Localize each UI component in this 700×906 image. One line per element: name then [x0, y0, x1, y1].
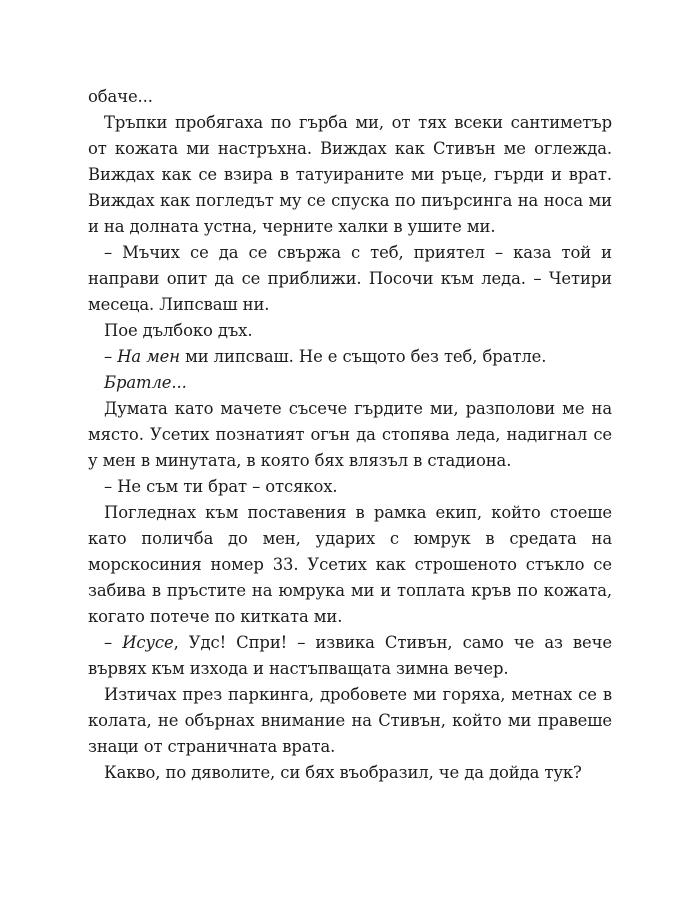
text-run: –	[104, 633, 123, 652]
text-run: Изтичах през паркинга, дробовете ми горяха, метнах се в колата, не обърнах внимание на Стивън, който ми правеше знаци от страничната врата.	[88, 685, 612, 756]
book-page	[88, 84, 612, 786]
paragraph-1	[88, 84, 612, 110]
italic-run: На мен	[117, 347, 180, 366]
paragraph-9	[88, 500, 612, 630]
text-run: Тръпки пробягаха по гърба ми, от тях всеки сантиметър от кожата ми настръхна. Виждах как Стивън ме оглежда. Виждах как се взира в татуираните ми ръце, гърди и врат. Виждах как погледът му се спуска по пиърсинга на носа ми и на долната устна, черните халки в ушите ми.	[88, 113, 612, 236]
text-run: Думата като мачете съсече гърдите ми, разполови ме на място. Усетих познатият огън да стопява леда, надигнал се у мен в минутата, в която бях влязъл в стадиона.	[88, 399, 612, 470]
paragraph-8	[88, 474, 612, 500]
paragraph-2	[88, 110, 612, 240]
paragraph-12	[88, 760, 612, 786]
text-run: Пое дълбоко дъх.	[104, 321, 253, 340]
paragraph-6	[88, 370, 612, 396]
paragraph-3	[88, 240, 612, 318]
italic-run: Братле...	[104, 373, 187, 392]
text-run: обаче...	[88, 87, 153, 106]
text-run: , Удс! Спри! – извика Стивън, само че аз вече вървях към изхода и настъпващата зимна вечер.	[88, 633, 612, 678]
paragraph-4	[88, 318, 612, 344]
text-run: Какво, по дяволите, си бях въобразил, че да дойда тук?	[104, 763, 582, 782]
italic-run: Исусе	[122, 633, 174, 652]
text-run: – Мъчих се да се свържа с теб, приятел – каза той и направи опит да се приближи. Посочи към леда. – Четири месеца. Липсваш ни.	[88, 243, 612, 314]
paragraph-11	[88, 682, 612, 760]
paragraph-5	[88, 344, 612, 370]
text-run: –	[104, 347, 118, 366]
paragraph-7	[88, 396, 612, 474]
text-run: Погледнах към поставения в рамка екип, който стоеше като поличба до мен, ударих с юмрук в средата на морскосиния номер 33. Усетих как строшеното стъкло се забива в пръстите на юмрука ми и топлата кръв по кожата, когато потече по китката ми.	[88, 503, 612, 626]
text-run: ми липсваш. Не е същото без теб, братле.	[179, 347, 547, 366]
text-run: – Не съм ти брат – отсякох.	[104, 477, 338, 496]
paragraph-10	[88, 630, 612, 682]
